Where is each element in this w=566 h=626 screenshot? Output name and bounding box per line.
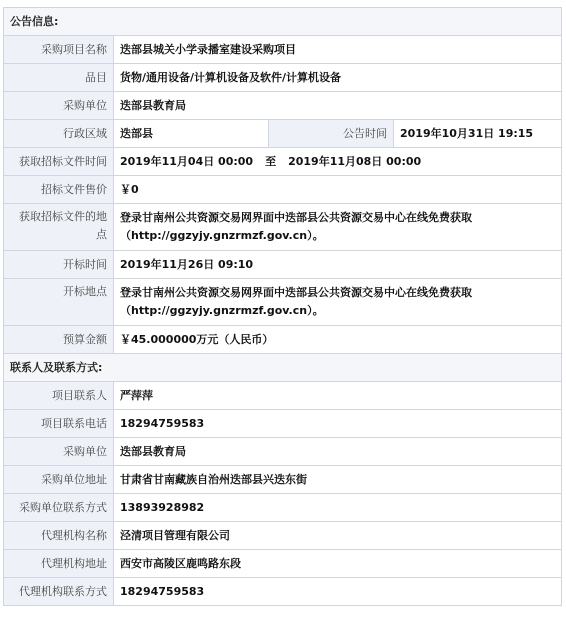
open-place-line1: 登录甘南州公共资源交易网界面中迭部县公共资源交易中心在线免费获取 xyxy=(120,286,472,299)
open-place-label: 开标地点 xyxy=(4,279,114,326)
project-name-label: 采购项目名称 xyxy=(4,36,114,64)
open-place-value xyxy=(114,279,562,326)
category-value: 货物/通用设备/计算机设备及软件/计算机设备 xyxy=(114,64,562,92)
region-value: 迭部县 xyxy=(114,120,269,148)
doc-place-label: 获取招标文件的地点 xyxy=(4,204,114,251)
budget-label: 预算金额 xyxy=(4,326,114,354)
purchaser-address-label: 采购单位地址 xyxy=(4,466,114,494)
doc-place-line2: （http://ggzyjy.gnzrmzf.gov.cn）。 xyxy=(120,229,324,242)
doc-price-label: 招标文件售价 xyxy=(4,176,114,204)
section-contacts-title: 联系人及联系方式: xyxy=(4,354,562,382)
category-label: 品目 xyxy=(4,64,114,92)
announce-time-value: 2019年10月31日 19:15 xyxy=(394,120,562,148)
doc-place-line1: 登录甘南州公共资源交易网界面中迭部县公共资源交易中心在线免费获取 xyxy=(120,211,472,224)
purchaser-address-value: 甘肃省甘南藏族自治州迭部县兴迭东街 xyxy=(114,466,562,494)
doc-time-label: 获取招标文件时间 xyxy=(4,148,114,176)
doc-place-value xyxy=(114,204,562,251)
agency-phone-value: 18294759583 xyxy=(114,578,562,606)
budget-value: ￥45.000000万元（人民币） xyxy=(114,326,562,354)
doc-price-value: ￥0 xyxy=(114,176,562,204)
open-place-line2: （http://ggzyjy.gnzrmzf.gov.cn）。 xyxy=(120,304,324,317)
region-label: 行政区域 xyxy=(4,120,114,148)
project-phone-value: 18294759583 xyxy=(114,410,562,438)
open-time-label: 开标时间 xyxy=(4,251,114,279)
doc-time-value xyxy=(114,148,562,176)
announce-time-label: 公告时间 xyxy=(269,120,394,148)
doc-time-start: 2019年11月04日 00:00 xyxy=(120,154,254,168)
purchaser-phone-value: 13893928982 xyxy=(114,494,562,522)
agency-phone-label: 代理机构联系方式 xyxy=(4,578,114,606)
purchaser-label: 采购单位 xyxy=(4,92,114,120)
project-name-value: 迭部县城关小学录播室建设采购项目 xyxy=(114,36,562,64)
contact-purchaser-label: 采购单位 xyxy=(4,438,114,466)
section-notice-title: 公告信息: xyxy=(4,8,562,36)
agency-name-value: 泾清项目管理有限公司 xyxy=(114,522,562,550)
notice-table xyxy=(3,7,562,606)
doc-time-end: 2019年11月08日 00:00 xyxy=(288,154,422,168)
agency-name-label: 代理机构名称 xyxy=(4,522,114,550)
purchaser-phone-label: 采购单位联系方式 xyxy=(4,494,114,522)
open-time-value: 2019年11月26日 09:10 xyxy=(114,251,562,279)
notice-container xyxy=(3,7,561,606)
agency-address-value: 西安市高陵区鹿鸣路东段 xyxy=(114,550,562,578)
doc-time-sep: 至 xyxy=(265,154,277,168)
agency-address-label: 代理机构地址 xyxy=(4,550,114,578)
purchaser-value: 迭部县教育局 xyxy=(114,92,562,120)
contact-purchaser-value: 迭部县教育局 xyxy=(114,438,562,466)
project-phone-label: 项目联系电话 xyxy=(4,410,114,438)
project-contact-value: 严萍萍 xyxy=(114,382,562,410)
project-contact-label: 项目联系人 xyxy=(4,382,114,410)
